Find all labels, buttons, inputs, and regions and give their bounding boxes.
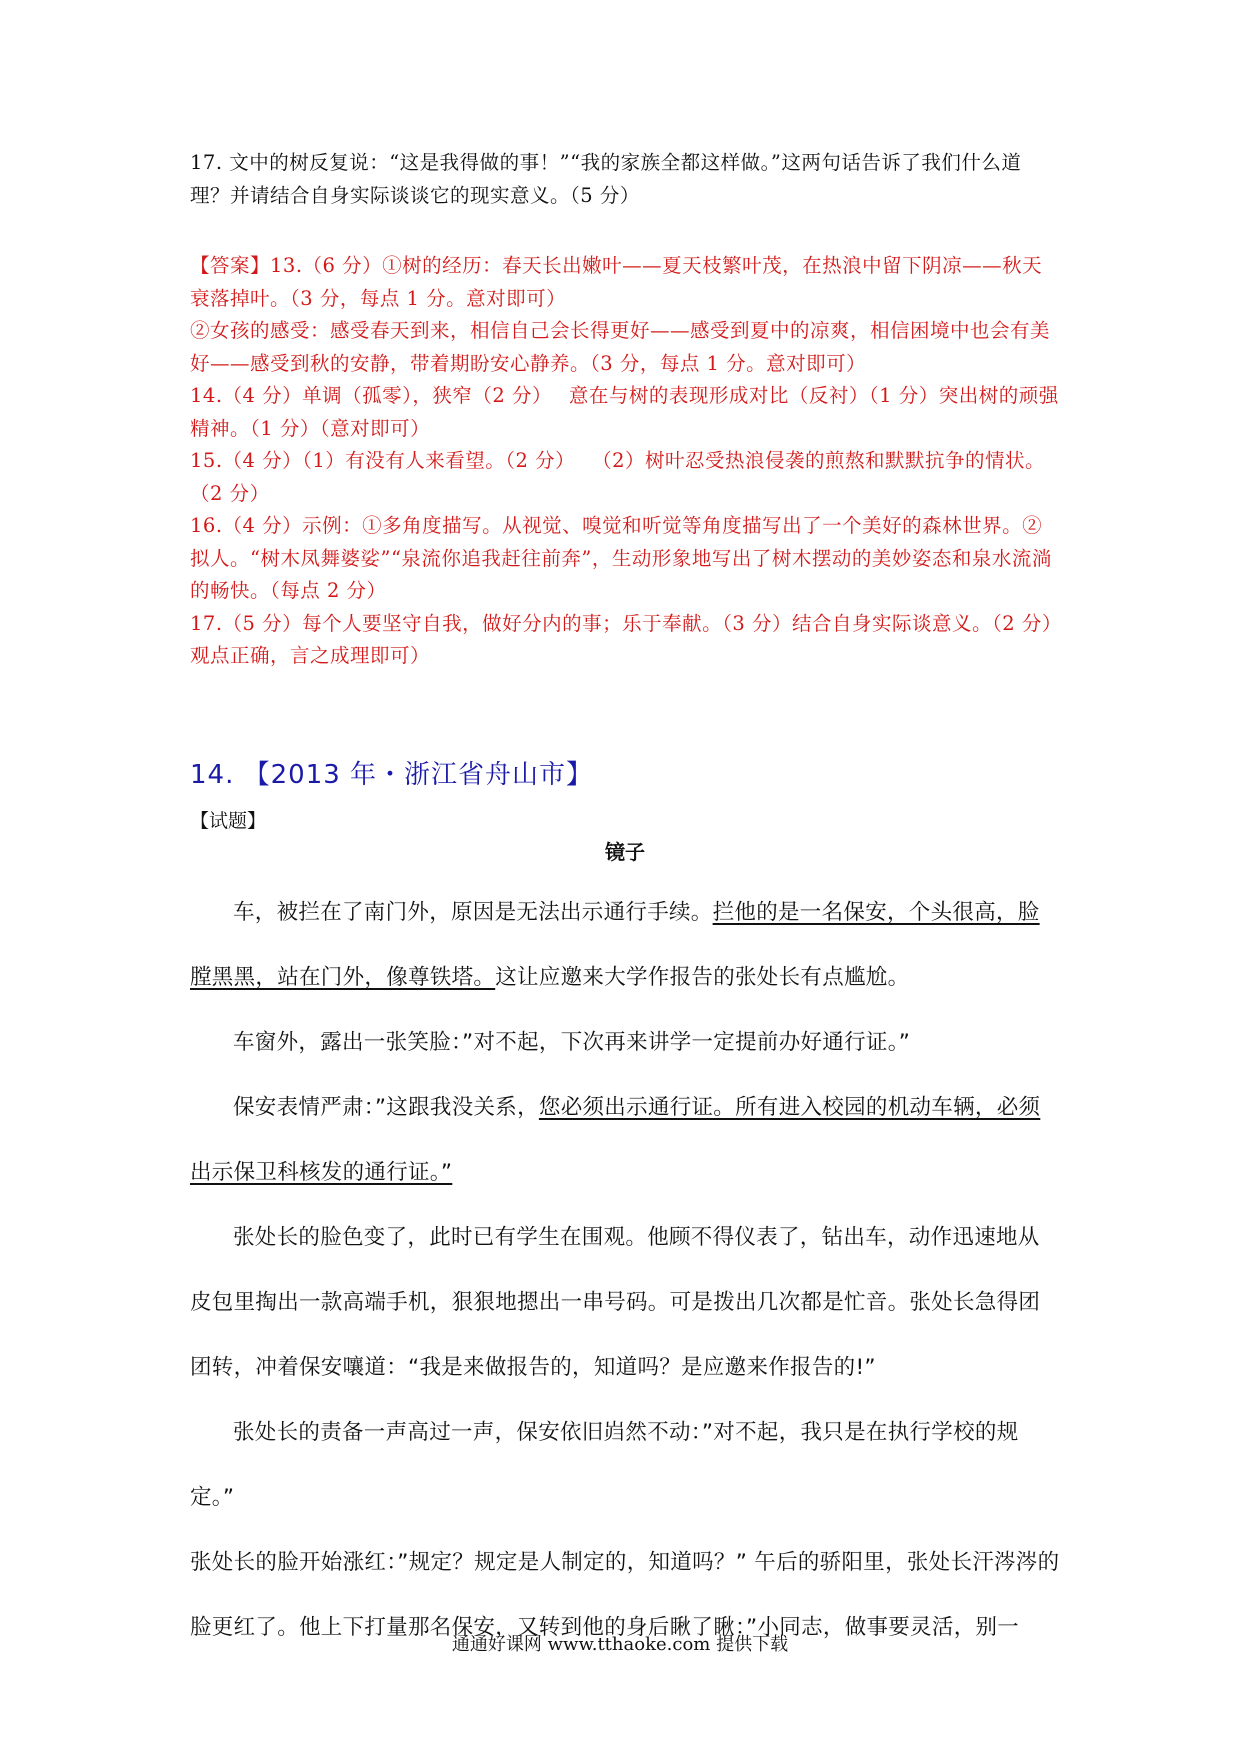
answer-15: 15.（4 分）（1）有没有人来看望。（2 分） （2）树叶忍受热浪侵袭的煎熬和默默抗争的情状。（2 分） xyxy=(190,449,1045,505)
section-heading: 14. 【2013 年・浙江省舟山市】 xyxy=(190,760,594,790)
answer-13: 【答案】13.（6 分）①树的经历：春天长出嫩叶——夏天枝繁叶茂，在热浪中留下阴凉——秋天衰落掉叶。（3 分，每点 1 分。意对即可） xyxy=(190,254,1043,310)
page-footer: 通通好课网 www.tthaoke.com 提供下载 xyxy=(451,1634,789,1655)
story-paragraph: 车，被拦在了南门外，原因是无法出示通行手续。拦他的是一名保安，个头很高，脸膛黑黑，站在门外，像尊铁塔。这让应邀来大学作报告的张处长有点尴尬。 xyxy=(190,900,1040,990)
story-paragraph: 张处长的脸色变了，此时已有学生在围观。他顾不得仪表了，钻出车，动作迅速地从皮包里掏出一款高端手机，狠狠地摁出一串号码。可是拨出几次都是忙音。张处长急得团团转，冲着保安嚷道：“我是来做报告的，知道吗？是应邀来作报告的!” xyxy=(190,1225,1041,1380)
story-paragraph: 保安表情严肃：”这跟我没关系，您必须出示通行证。所有进入校园的机动车辆，必须出示保卫科核发的通行证。” xyxy=(190,1095,1041,1185)
underlined-sentence: 拦他的是一名保安，个头很高，脸膛黑黑，站在门外，像尊铁塔。 xyxy=(190,900,1040,990)
question-17 xyxy=(190,146,1060,212)
answer-16: 16.（4 分）示例：①多角度描写。从视觉、嗅觉和听觉等角度描写出了一个美好的森林世界。②拟人。“树木凤舞婆娑”“泉流你追我赶往前奔”，生动形象地写出了树木摆动的美妙姿态和泉水流淌的畅快。（每点 2 分） xyxy=(190,514,1052,602)
story-paragraph: 张处长的脸开始涨红：”规定？规定是人制定的，知道吗？” 午后的骄阳里，张处长汗涔涔的脸更红了。他上下打量那名保安，又转到他的身后瞅了瞅：”小同志，做事要灵活，别一 xyxy=(190,1550,1060,1640)
answer-label: 【答案】 xyxy=(190,254,271,277)
question-tag: 【试题】 xyxy=(190,810,267,832)
question-17-text: 17. 文中的树反复说：“这是我得做的事！”“我的家族全都这样做。”这两句话告诉了我们什么道理？并请结合自身实际谈谈它的现实意义。（5 分） xyxy=(190,151,1022,207)
story-paragraph: 车窗外，露出一张笑脸：”对不起，下次再来讲学一定提前办好通行证。” xyxy=(233,1030,911,1055)
underlined-sentence: 您必须出示通行证。所有进入校园的机动车辆，必须出示保卫科核发的通行证。” xyxy=(190,1095,1041,1185)
story-paragraph: 张处长的责备一声高过一声，保安依旧岿然不动：”对不起，我只是在执行学校的规定。” xyxy=(190,1420,1019,1510)
story-title: 镜子 xyxy=(605,840,645,864)
answer-13-part-2: ②女孩的感受：感受春天到来，相信自己会长得更好——感受到夏中的凉爽，相信困境中也会有美好——感受到秋的安静，带着期盼安心静养。（3 分，每点 1 分。意对即可） xyxy=(190,319,1051,375)
answer-block xyxy=(190,250,1060,673)
answer-14: 14.（4 分）单调（孤零），狭窄（2 分） 意在与树的表现形成对比（反衬）（1 分）突出树的顽强精神。（1 分）（意对即可） xyxy=(190,384,1059,440)
answer-17: 17.（5 分）每个人要坚守自我，做好分内的事；乐于奉献。（3 分）结合自身实际谈意义。（2 分）观点正确，言之成理即可） xyxy=(190,611,1053,667)
story-body xyxy=(190,880,1060,1660)
